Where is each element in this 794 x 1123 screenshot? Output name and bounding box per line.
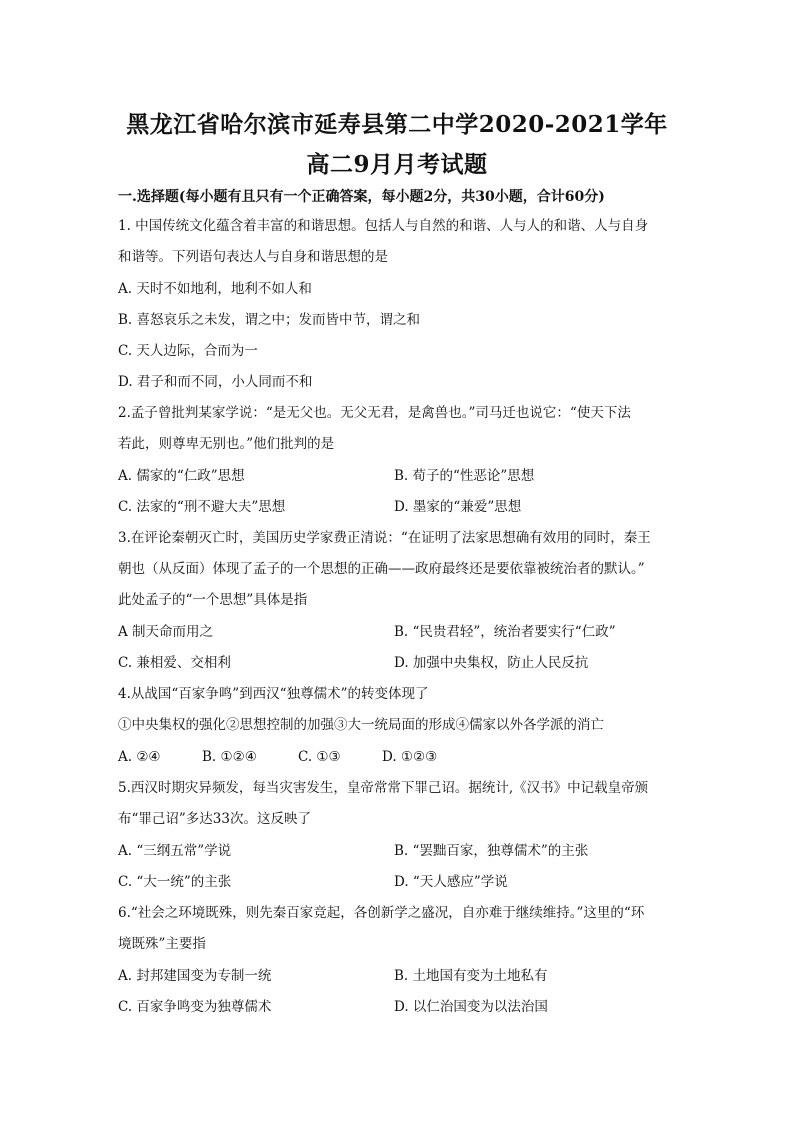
question-1-stem-line1: 1. 中国传统文化蕴含着丰富的和谐思想。包括人与自然的和谐、人与人的和谐、人与自身: [118, 218, 649, 234]
question-5-option-a: A. “三纲五常”学说: [118, 843, 232, 859]
exam-title-line1: 黑龙江省哈尔滨市延寿县第二中学2020-2021学年: [126, 111, 668, 138]
question-3-option-c: C. 兼相爱、交相利: [118, 655, 231, 671]
question-6-stem-line1: 6.“社会之环境既殊，则先秦百家竞起，各创新学之盛况，自亦难于继续维持。”这里的“环: [118, 905, 645, 921]
question-3-option-d: D. 加强中央集权，防止人民反抗: [394, 655, 589, 671]
question-4-stem-line1: 4.从战国“百家争鸣”到西汉“独尊儒术”的转变体现了: [118, 686, 429, 702]
question-3-option-a: A 制天命而用之: [118, 624, 214, 640]
question-4-option-c: C. ①③: [298, 749, 341, 765]
question-5-stem-line2: 布“罪己诏”多达33次。这反映了: [118, 811, 311, 827]
question-5-option-b: B. “罢黜百家，独尊儒术”的主张: [394, 843, 589, 859]
question-2-stem-line2: 若此，则尊卑无别也。”他们批判的是: [118, 436, 335, 452]
question-2-option-c: C. 法家的“刑不避大夫”思想: [118, 499, 286, 515]
question-6-stem-line2: 境既殊”主要指: [118, 936, 206, 952]
question-6-option-c: C. 百家争鸣变为独尊儒术: [118, 999, 272, 1015]
question-4-option-a: A. ②④: [118, 749, 161, 765]
question-1-option-b: B. 喜怒哀乐之未发，谓之中；发而皆中节，谓之和: [118, 312, 421, 328]
question-4-option-b: B. ①②④: [202, 749, 257, 765]
question-1-stem-line2: 和谐等。下列语句表达人与自身和谐思想的是: [118, 249, 388, 265]
question-5-option-c: C. “大一统”的主张: [118, 874, 232, 890]
question-4-stem-line2: ①中央集权的强化②思想控制的加强③大一统局面的形成④儒家以外各学派的消亡: [118, 717, 604, 733]
question-1-option-c: C. 天人边际，合而为一: [118, 343, 258, 359]
question-3-stem-line1: 3.在评论秦朝灭亡时，美国历史学家费正清说：“在证明了法家思想确有效用的同时，秦王: [118, 530, 651, 546]
question-6-option-b: B. 土地国有变为土地私有: [394, 968, 548, 984]
question-3-stem-line3: 此处孟子的“一个思想”具体是指: [118, 592, 308, 608]
question-2-option-d: D. 墨家的“兼爱”思想: [394, 499, 522, 515]
question-5-stem-line1: 5.西汉时期灾异频发，每当灾害发生，皇帝常常下罪己诏。据统计,《汉书》中记载皇帝颁: [118, 780, 649, 796]
question-3-stem-line2: 朝也（从反面）体现了孟子的一个思想的正确——政府最终还是要依靠被统治者的默认。”: [118, 561, 645, 577]
question-4-option-d: D. ①②③: [382, 749, 438, 765]
question-1-option-a: A. 天时不如地利，地利不如人和: [118, 281, 312, 297]
question-6-option-d: D. 以仁治国变为以法治国: [394, 999, 548, 1015]
question-2-option-b: B. 荀子的“性恶论”思想: [394, 468, 535, 484]
question-3-option-b: B. “民贵君轻”，统治者要实行“仁政”: [394, 624, 616, 640]
question-2-option-a: A. 儒家的“仁政”思想: [118, 468, 245, 484]
section-heading: 一.选择题(每小题有且只有一个正确答案，每小题2分，共30小题，合计60分): [118, 189, 605, 205]
question-2-stem-line1: 2.孟子曾批判某家学说：“是无父也。无父无君，是禽兽也。”司马迁也说它：“使天下法: [118, 405, 631, 421]
question-5-option-d: D. “天人感应”学说: [394, 874, 508, 890]
exam-title-line2: 高二9月月考试题: [306, 151, 488, 178]
question-1-option-d: D. 君子和而不同，小人同而不和: [118, 374, 313, 390]
question-6-option-a: A. 封邦建国变为专制一统: [118, 968, 272, 984]
question-4-options: [118, 747, 437, 767]
